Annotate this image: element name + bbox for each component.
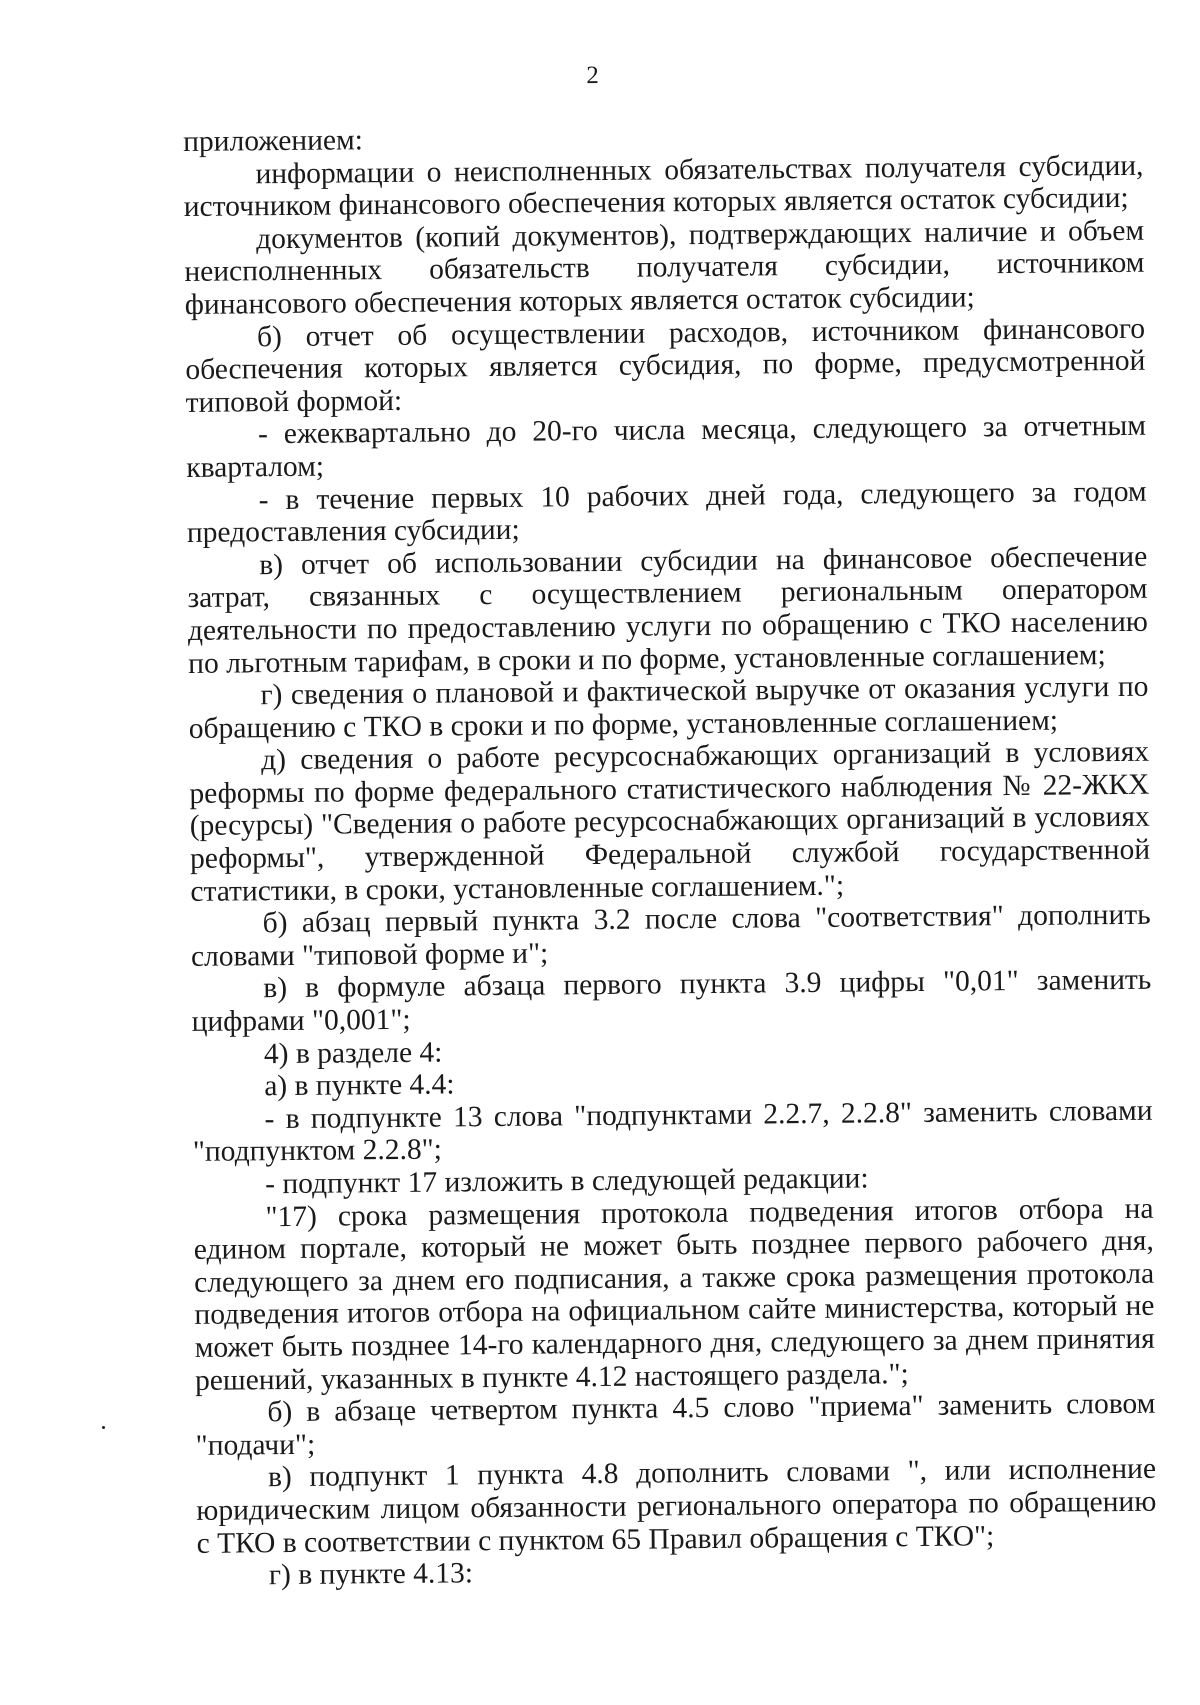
- paragraph: в) отчет об использовании субсидии на финансовое обеспечение затрат, связанных с осуществлением региональным оператором деятельности по предоставлению услуги по обращению с ТКО населению по льготным тарифам, в сроки и по форме, установленные соглашением;: [187, 540, 1148, 680]
- paragraph: б) в абзаце четвертом пункта 4.5 слово "приема" заменить словом "подачи";: [195, 1387, 1156, 1462]
- paragraph: д) сведения о работе ресурсоснабжающих организаций в условиях реформы по форме федерального статистического наблюдения № 22-ЖКХ (ресурсы) "Сведения о работе ресурсоснабжающих организаций в условиях реформы", утвержденной Федеральной службой государственной статистики, в сроки, установленные соглашением.";: [189, 736, 1151, 908]
- scan-speck: [102, 1426, 105, 1429]
- paragraph: - в течение первых 10 рабочих дней года, следующего за годом предоставления субсидии;: [186, 475, 1147, 550]
- paragraph: - в подпункте 13 слова "подпунктами 2.2.7, 2.2.8" заменить словами "подпунктом 2.2.8";: [192, 1094, 1153, 1169]
- paragraph: г) сведения о плановой и фактической выручке от оказания услуги по обращению с ТКО в сроки и по форме, установленные соглашением;: [188, 670, 1149, 745]
- paragraph: 4) в разделе 4:: [263, 1036, 443, 1070]
- paragraph: документов (копий документов), подтверждающих наличие и объем неисполненных обязательств получателя субсидии, источником финансового обеспечения которых является остаток субсидии;: [184, 214, 1145, 321]
- page-number: 2: [586, 61, 599, 90]
- document-body: [183, 117, 1157, 1593]
- paragraph: г) в пункте 4.13:: [268, 1557, 474, 1592]
- paragraph: "17) срока размещения протокола подведения итогов отбора на едином портале, который не может быть позднее первого рабочего дня, следующего за днем его подписания, а также срока размещения протокола подведения итогов отбора на официальном сайте министерства, который не может быть позднее 14-го календарного дня, следующего за днем принятия решений, указанных в пункте 4.12 настоящего раздела.";: [193, 1192, 1155, 1397]
- paragraph: приложением:: [183, 124, 364, 158]
- paragraph: информации о неисполненных обязательствах получателя субсидии, источником финансового обеспечения которых является остаток субсидии;: [183, 149, 1144, 224]
- paragraph: в) подпункт 1 пункта 4.8 дополнить словами ", или исполнение юридическим лицом обязанности регионального оператора по обращению с ТКО в соответствии с пунктом 65 Правил обращения с ТКО";: [196, 1453, 1157, 1560]
- paragraph: - подпункт 17 изложить в следующей редакции:: [265, 1162, 869, 1201]
- paragraph: в) в формуле абзаца первого пункта 3.9 цифры "0,01" заменить цифрами "0,001";: [191, 964, 1152, 1038]
- paragraph: б) отчет об осуществлении расходов, источником финансового обеспечения которых является субсидия, по форме, предусмотренной типовой формой:: [185, 312, 1146, 419]
- paragraph: - ежеквартально до 20-го числа месяца, следующего за отчетным кварталом;: [186, 410, 1147, 484]
- paragraph: а) в пункте 4.4:: [264, 1068, 455, 1103]
- paragraph: б) абзац первый пункта 3.2 после слова "соответствия" дополнить словами "типовой форме и";: [190, 898, 1151, 973]
